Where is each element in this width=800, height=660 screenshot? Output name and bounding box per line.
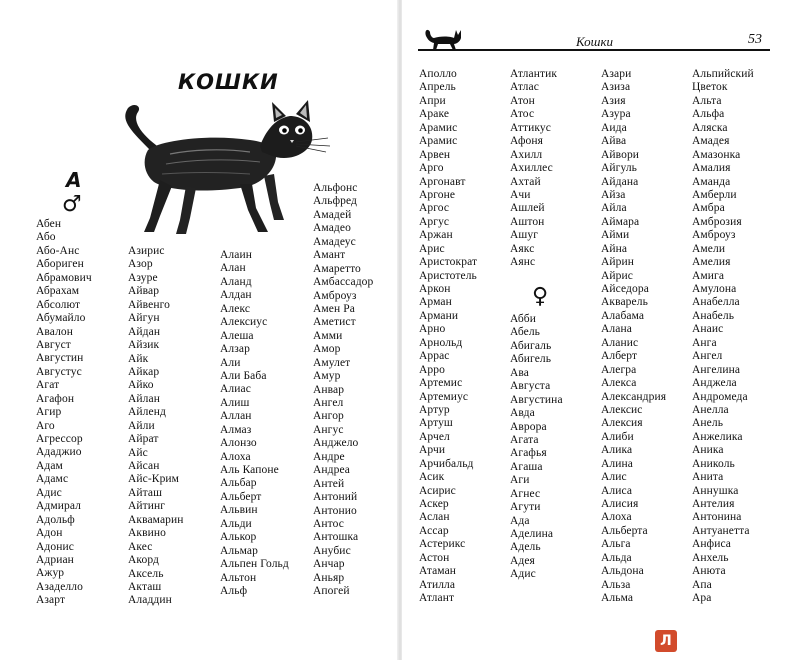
name-entry: Азаделло	[36, 580, 83, 593]
name-entry: Алексиус	[220, 316, 268, 329]
name-entry: Адриан	[36, 553, 74, 566]
name-entry: Александрия	[601, 390, 667, 403]
page-title: КОШКИ	[178, 70, 279, 94]
name-entry: Ахиллес	[510, 162, 553, 175]
name-entry: Андреа	[313, 464, 351, 477]
name-entry: Аргус	[419, 215, 450, 228]
name-entry: Альберт	[220, 490, 262, 503]
small-cat-icon	[420, 26, 466, 50]
name-entry: Азуре	[128, 271, 158, 284]
name-entry: Азура	[601, 108, 631, 121]
name-entry: Артемиус	[419, 390, 469, 403]
name-entry: Алеша	[220, 329, 254, 342]
name-entry: Арчел	[419, 430, 450, 443]
name-entry: Амазонка	[692, 148, 741, 161]
name-entry: Аннушка	[692, 484, 739, 497]
name-entry: Анфиса	[692, 538, 732, 551]
name-entry: Альпийский	[692, 68, 754, 80]
name-entry: Ангелина	[692, 363, 741, 376]
name-entry: Ажур	[36, 567, 65, 580]
name-entry: Аньяр	[313, 571, 345, 584]
name-entry: Аргос	[419, 202, 450, 215]
name-entry: Акорд	[128, 554, 160, 567]
name-entry: Анжелика	[692, 430, 743, 443]
name-entry: Айдан	[128, 325, 161, 338]
name-entry: Алиас	[220, 383, 251, 396]
name-entry: Айс	[128, 446, 148, 459]
name-entry: Антей	[313, 477, 345, 490]
name-entry: Асик	[419, 471, 445, 484]
name-entry: Алзар	[220, 343, 250, 356]
name-entry: Антошка	[313, 531, 359, 544]
name-entry: Азор	[128, 258, 153, 271]
name-entry: Антелия	[692, 498, 735, 510]
name-entry: Альфонс	[313, 182, 358, 194]
name-entry: Антос	[313, 517, 344, 530]
name-entry: Анабель	[692, 309, 735, 322]
names-column-3	[220, 249, 289, 598]
name-entry: Аймара	[601, 215, 640, 228]
name-entry: Адмирал	[36, 500, 81, 513]
name-entry: Айседора	[601, 283, 649, 295]
name-entry: Альбар	[220, 477, 257, 490]
name-entry: Аладдин	[128, 594, 172, 607]
name-entry: Ангор	[313, 410, 344, 423]
name-entry: Анель	[692, 417, 724, 430]
name-entry: Аль Капоне	[220, 464, 279, 476]
name-entry: Атон	[510, 94, 535, 107]
name-entry: Амадея	[692, 135, 730, 148]
name-entry: Аквино	[128, 527, 166, 540]
black-cat-illustration	[90, 100, 340, 240]
name-entry: Айкар	[128, 365, 160, 378]
name-entry: Амур	[313, 370, 341, 383]
name-entry: Агафья	[510, 447, 547, 460]
name-entry: Амаретто	[313, 262, 361, 275]
names-column-5	[419, 68, 477, 606]
name-entry: Айс-Крим	[128, 473, 180, 486]
name-entry: Цветок	[692, 81, 728, 94]
name-entry: Альф	[220, 584, 248, 597]
name-entry: Аскер	[419, 498, 449, 510]
male-symbol-icon: ♂	[62, 192, 82, 217]
name-entry: Абель	[510, 326, 541, 339]
watermark-logo: Л	[655, 630, 677, 652]
name-entry: Анга	[692, 336, 717, 349]
name-entry: Алаин	[220, 249, 252, 261]
name-entry: Альпен Гольд	[220, 558, 289, 571]
name-entry: Айна	[601, 242, 628, 255]
name-entry: Атлантик	[510, 68, 558, 80]
left-page	[0, 0, 398, 660]
name-entry: Альтон	[220, 571, 257, 584]
name-entry: Альфа	[692, 108, 725, 121]
name-entry: Ашуг	[510, 229, 539, 242]
name-entry: Алина	[601, 457, 633, 470]
name-entry: Аделина	[510, 528, 554, 540]
name-entry: Айвори	[601, 148, 640, 161]
name-entry: Аида	[601, 121, 627, 134]
name-entry: Агаша	[510, 460, 543, 473]
name-entry: Айташ	[128, 486, 163, 499]
name-entry: Альза	[601, 578, 631, 591]
name-entry: Ара	[692, 592, 712, 605]
name-entry: Аго	[36, 419, 55, 432]
name-entry: Акташ	[128, 580, 162, 593]
name-entry: Арамис	[419, 135, 458, 148]
name-entry: Анджела	[692, 377, 737, 390]
name-entry: Асирис	[419, 484, 456, 497]
name-entry: Алиш	[220, 396, 250, 409]
name-entry: Астерикс	[419, 538, 466, 551]
name-entry: Анчар	[313, 558, 345, 571]
name-entry: Амбассадор	[313, 276, 374, 289]
name-entry: Аслан	[419, 511, 450, 524]
name-entry: Абрахам	[36, 285, 80, 298]
name-entry: Амалия	[692, 162, 731, 175]
name-entry: Айко	[128, 379, 154, 392]
name-entry: Ава	[510, 366, 529, 379]
name-entry: Алькор	[220, 531, 257, 544]
name-entry: Атлас	[510, 81, 539, 94]
name-entry: Абумайло	[36, 312, 86, 325]
name-entry: Агути	[510, 501, 541, 514]
name-entry: Амброзия	[692, 215, 742, 228]
name-entry: Ангел	[692, 350, 723, 363]
name-entry: Аляска	[692, 121, 728, 134]
name-entry: Адольф	[36, 513, 75, 526]
name-entry: Агафон	[36, 392, 75, 405]
name-entry: Апогей	[313, 585, 350, 598]
name-entry: Алисия	[601, 498, 639, 510]
name-entry: Аржан	[419, 229, 453, 242]
name-entry: Анабелла	[692, 296, 740, 309]
name-entry: Аланис	[601, 336, 639, 349]
name-entry: Адонис	[36, 540, 74, 553]
name-entry: Агат	[36, 379, 60, 392]
name-entry: Азия	[601, 94, 626, 107]
name-entry: Адис	[510, 568, 536, 581]
name-entry: Анаис	[692, 323, 724, 336]
name-entry: Альга	[601, 538, 631, 551]
name-entry: Ахилл	[510, 148, 543, 161]
names-column-2	[128, 245, 184, 608]
name-entry: Агнес	[510, 487, 541, 500]
name-entry: Алексис	[601, 403, 643, 416]
name-entry: Айвенго	[128, 298, 170, 311]
name-entry: Аниколь	[692, 457, 735, 470]
name-entry: Авда	[510, 407, 535, 420]
name-entry: Амант	[313, 249, 346, 262]
name-entry: Ада	[510, 514, 530, 527]
name-entry: Арвен	[419, 148, 451, 161]
name-entry: Агата	[510, 433, 539, 446]
name-entry: Альда	[601, 551, 632, 564]
name-entry: Артемис	[419, 377, 463, 390]
name-entry: Арчибальд	[419, 457, 474, 470]
name-entry: Алабама	[601, 309, 645, 322]
name-entry: Аника	[692, 444, 724, 457]
name-entry: Алана	[601, 323, 632, 336]
name-entry: Алекса	[601, 377, 637, 390]
name-entry: Агир	[36, 406, 62, 419]
name-entry: Антонина	[692, 511, 742, 524]
name-entry: Адея	[510, 554, 535, 567]
name-entry: Аррас	[419, 350, 450, 363]
names-column-6	[510, 68, 557, 270]
name-entry: Алдан	[220, 289, 252, 302]
name-entry: Августин	[36, 352, 84, 365]
name-entry: Айли	[128, 419, 155, 432]
names-column-4	[313, 182, 373, 599]
name-entry: Апрель	[419, 81, 456, 94]
name-entry: Абби	[510, 313, 536, 325]
name-entry: Аланд	[220, 275, 252, 288]
name-entry: Анхель	[692, 551, 729, 564]
name-entry: Амброуз	[313, 289, 357, 302]
name-entry: Альберта	[601, 524, 648, 537]
name-entry: Афоня	[510, 135, 544, 148]
names-column-1	[36, 218, 92, 608]
name-entry: Айрис	[601, 269, 633, 282]
name-entry: Абориген	[36, 258, 84, 271]
name-entry: Аянс	[510, 256, 536, 269]
name-entry: Аргоне	[419, 188, 456, 201]
name-entry: Аттикус	[510, 121, 551, 134]
name-entry: Ашлей	[510, 202, 545, 215]
name-entry: Алиби	[601, 430, 634, 443]
name-entry: Августа	[510, 380, 551, 393]
name-entry: Амор	[313, 343, 341, 356]
name-entry: Арнольд	[419, 336, 463, 349]
name-entry: Антонио	[313, 504, 357, 517]
name-entry: Араке	[419, 108, 450, 121]
name-entry: Амели	[692, 242, 726, 255]
name-entry: Або-Анс	[36, 244, 80, 257]
name-entry: Альдона	[601, 565, 644, 578]
names-column-8	[601, 68, 666, 606]
name-entry: Альди	[220, 517, 252, 530]
name-entry: Амига	[692, 269, 725, 282]
name-entry: Арман	[419, 296, 452, 309]
name-entry: Азарт	[36, 594, 66, 607]
name-entry: Андромеда	[692, 390, 748, 403]
name-entry: Алекс	[220, 302, 251, 315]
name-entry: Айгун	[128, 312, 160, 325]
names-column-9	[692, 68, 754, 606]
name-entry: Айрат	[128, 433, 159, 446]
name-entry: Амадеус	[313, 235, 356, 248]
name-entry: Альвин	[220, 504, 258, 517]
name-entry: Айк	[128, 352, 149, 365]
name-entry: Ачи	[510, 188, 531, 201]
name-entry: Айла	[601, 202, 627, 215]
name-entry: Або	[36, 231, 56, 244]
name-entry: Аякс	[510, 242, 535, 255]
name-entry: Алоха	[220, 450, 251, 463]
name-entry: Атилла	[419, 578, 456, 591]
name-entry: Амадео	[313, 222, 351, 235]
name-entry: Астон	[419, 551, 450, 564]
name-entry: Антоний	[313, 491, 358, 504]
name-entry: Ададжио	[36, 446, 82, 459]
name-entry: Алегра	[601, 363, 637, 376]
name-entry: Айленд	[128, 406, 166, 419]
name-entry: Аргонавт	[419, 175, 466, 188]
name-entry: Альта	[692, 94, 722, 107]
name-entry: Айрин	[601, 256, 635, 269]
name-entry: Айзик	[128, 339, 160, 352]
name-entry: Августина	[510, 393, 563, 406]
name-entry: Амадей	[313, 208, 352, 221]
name-entry: Али Баба	[220, 369, 267, 382]
name-entry: Ангус	[313, 423, 344, 436]
name-entry: Айлан	[128, 392, 160, 405]
name-entry: Андре	[313, 450, 345, 463]
name-entry: Анубис	[313, 544, 351, 557]
name-entry: Аквамарин	[128, 513, 184, 526]
name-entry: Атаман	[419, 565, 457, 578]
name-entry: Алмаз	[220, 423, 252, 436]
name-entry: Азирис	[128, 245, 165, 257]
names-column-7	[510, 313, 563, 582]
name-entry: Аги	[510, 474, 530, 487]
name-entry: Ангел	[313, 397, 344, 409]
name-entry: Ассар	[419, 524, 449, 537]
name-entry: Аманда	[692, 175, 731, 188]
name-entry: Аркон	[419, 283, 451, 295]
name-entry: Алика	[601, 444, 633, 457]
name-entry: Агрессор	[36, 433, 83, 445]
name-entry: Апа	[692, 578, 712, 591]
name-entry: Анджело	[313, 437, 359, 450]
name-entry: Аштон	[510, 215, 545, 228]
name-entry: Амен Ра	[313, 302, 355, 315]
name-entry: Артуш	[419, 417, 453, 430]
name-entry: Аристократ	[419, 256, 478, 269]
name-entry: Авалон	[36, 325, 74, 338]
name-entry: Анелла	[692, 403, 729, 416]
name-entry: Амелия	[692, 256, 731, 269]
name-entry: Арис	[419, 242, 445, 255]
name-entry: Амбра	[692, 202, 725, 215]
name-entry: Абен	[36, 218, 62, 230]
name-entry: Арно	[419, 323, 446, 336]
name-entry: Адель	[510, 541, 541, 554]
name-entry: Амберли	[692, 188, 737, 201]
name-entry: Али	[220, 356, 241, 369]
name-entry: Адамс	[36, 473, 69, 486]
name-entry: Антуанетта	[692, 524, 750, 537]
name-entry: Алексия	[601, 417, 643, 430]
name-entry: Анюта	[692, 565, 726, 578]
name-entry: Адис	[36, 486, 62, 499]
name-entry: Абигель	[510, 353, 552, 366]
page-number: 53	[748, 32, 762, 47]
name-entry: Айвар	[128, 285, 160, 298]
name-entry: Абрамович	[36, 271, 92, 284]
name-entry: Амброуз	[692, 229, 736, 242]
name-entry: Айсан	[128, 460, 160, 472]
name-entry: Альма	[601, 592, 634, 605]
name-entry: Артур	[419, 403, 450, 416]
name-entry: Абсолют	[36, 298, 81, 311]
name-entry: Аристотель	[419, 269, 477, 282]
name-entry: Алис	[601, 471, 627, 484]
header-rule	[418, 49, 770, 51]
name-entry: Альмар	[220, 544, 258, 557]
name-entry: Амми	[313, 329, 343, 342]
name-entry: Айтинг	[128, 500, 166, 513]
name-entry: Адам	[36, 459, 63, 472]
name-entry: Алиса	[601, 484, 633, 497]
name-entry: Аврора	[510, 420, 547, 433]
name-entry: Амулона	[692, 283, 737, 295]
name-entry: Алберт	[601, 350, 638, 363]
name-entry: Арамис	[419, 121, 458, 134]
name-entry: Айдана	[601, 175, 639, 188]
name-entry: Анита	[692, 471, 724, 484]
name-entry: Аметист	[313, 316, 356, 329]
section-letter: А	[66, 168, 82, 192]
name-entry: Атлант	[419, 592, 455, 605]
name-entry: Альфред	[313, 195, 357, 208]
name-entry: Азари	[601, 68, 632, 80]
name-entry: Адон	[36, 527, 63, 540]
header-title: Кошки	[576, 34, 614, 49]
name-entry: Армани	[419, 309, 459, 322]
name-entry: Атос	[510, 108, 535, 121]
name-entry: Акес	[128, 540, 153, 553]
name-entry: Амулет	[313, 356, 351, 369]
name-entry: Алоха	[601, 511, 632, 524]
name-entry: Арго	[419, 162, 444, 175]
name-entry: Арро	[419, 363, 445, 376]
name-entry: Аполло	[419, 68, 457, 80]
name-entry: Апри	[419, 94, 446, 107]
name-entry: Анвар	[313, 383, 345, 396]
name-entry: Арчи	[419, 444, 446, 457]
name-entry: Абигаль	[510, 339, 552, 352]
name-entry: Айми	[601, 229, 630, 242]
name-entry: Аллан	[220, 410, 252, 423]
name-entry: Айза	[601, 188, 626, 201]
name-entry: Аксель	[128, 567, 164, 580]
name-entry: Августус	[36, 365, 82, 378]
name-entry: Ахтай	[510, 175, 541, 188]
name-entry: Акварель	[601, 296, 648, 309]
name-entry: Алонзо	[220, 437, 257, 450]
name-entry: Алан	[220, 262, 246, 275]
female-symbol-icon: ♀	[532, 284, 549, 309]
name-entry: Айва	[601, 135, 627, 148]
name-entry: Азиза	[601, 81, 631, 94]
name-entry: Айгуль	[601, 162, 638, 175]
name-entry: Август	[36, 338, 71, 351]
